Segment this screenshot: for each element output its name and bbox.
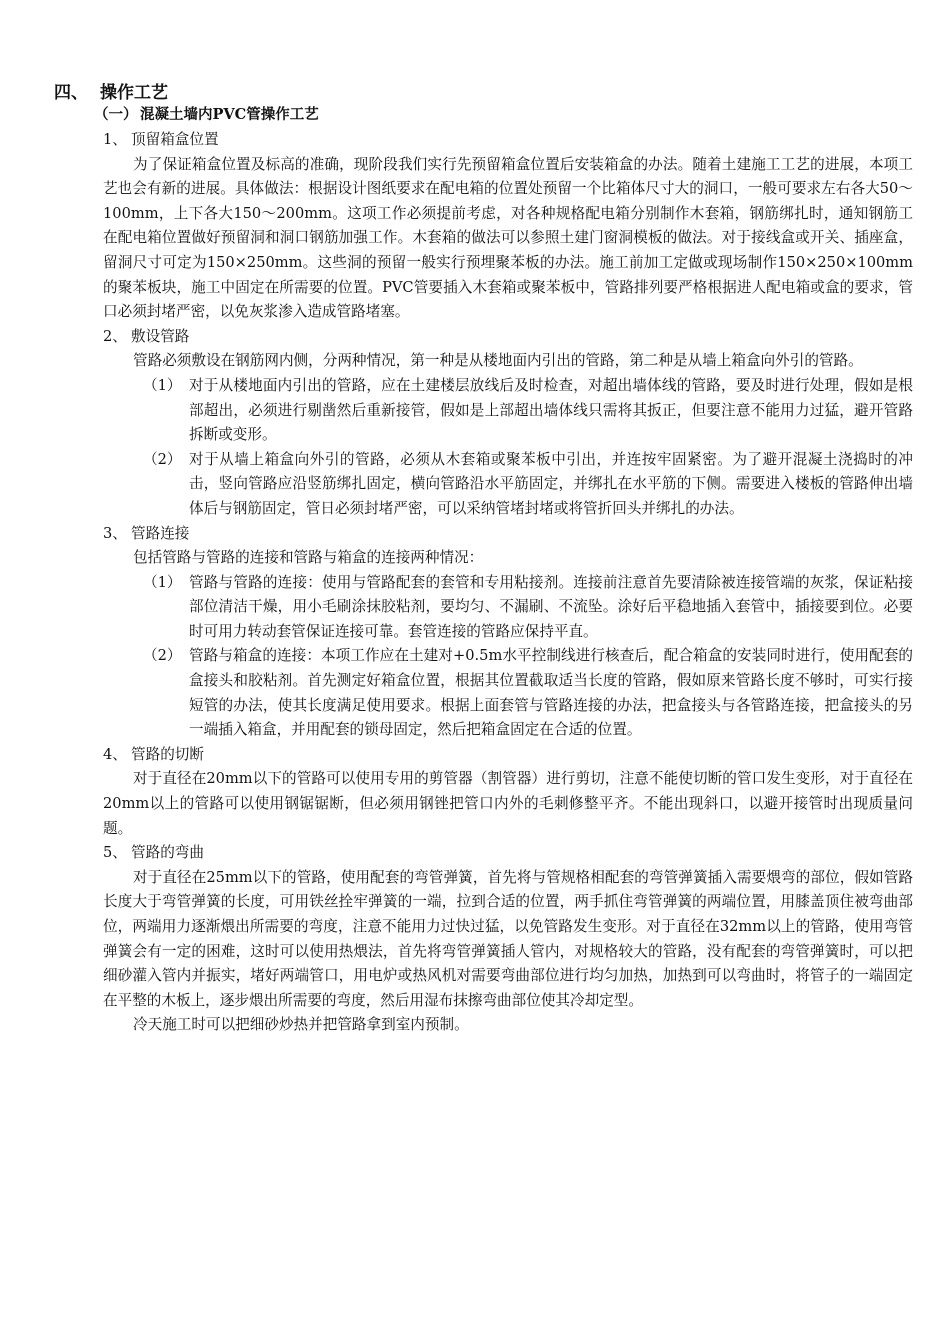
heading-title: 操作工艺	[100, 83, 168, 103]
list-item	[103, 571, 913, 645]
section-number: 5、	[103, 844, 127, 862]
paragraph: 为了保证箱盒位置及标高的准确，现阶段我们实行先预留箱盒位置后安装箱盒的办法。随着土建施工工艺的进展，本项工艺也会有新的进展。具体做法：根据设计图纸要求在配电箱的位置处预留一个比箱体尺寸大的洞口，一般可要求左右各大50～100mm，上下各大150～200mm。这项工作必须提前考虑，对各种规格配电箱分别制作木套箱，钢筋绑扎时，通知钢筋工在配电箱位置做好预留洞和洞口钢筋加强工作。木套箱的做法可以参照土建门窗洞模板的做法。对于接线盒或开关、插座盒，留洞尺寸可定为150×250mm。这些洞的预留一般实行预埋聚苯板的办法。施工前加工定做或现场制作150×250×100mm的聚苯板块，施工中固定在所需要的位置。PVC管要插入木套箱或聚苯板中，管路排列要严格根据进人配电箱或盒的要求，管口必须封堵严密，以免灰浆渗入造成管路堵塞。	[103, 155, 913, 321]
document-body	[103, 128, 913, 1038]
section-title-text: 敷设管路	[131, 327, 190, 345]
subheading-title: 混凝土墙内PVC管操作工艺	[140, 106, 319, 123]
list-item	[103, 374, 913, 448]
paragraph: 对于直径在25mm以下的管路，使用配套的弯管弹簧，首先将与管规格相配套的弯管弹簧插入需要煨弯的部位，假如管路长度大于弯管弹簧的长度，可用铁丝拴牢弹簧的一端，拉到合适的位置，两手抓住弯管弹簧的两端位置，用膝盖顶住被弯曲部位，两端用力逐渐煨出所需要的弯度，注意不能用力过快过猛，以免管路发生变形。对于直径在32mm以上的管路，使用弯管弹簧会有一定的困难，这时可以使用热煨法，首先将弯管弹簧插人管内，对规格较大的管路，没有配套的弯管弹簧时，可以把细砂灌入管内并振实，堵好两端管口，用电炉或热风机对需要弯曲部位进行均匀加热，加热到可以弯曲时，将管子的一端固定在平整的木板上，逐步煨出所需要的弯度，然后用湿布抹擦弯曲部位使其冷却定型。	[103, 868, 913, 1009]
list-item-text: 管路与箱盒的连接：本项工作应在土建对+0.5m水平控制线进行核查后，配合箱盒的安装同时进行，使用配套的盒接头和胶粘剂。首先测定好箱盒位置，根据其位置截取适当长度的管路，假如原来管路长度不够时，可实行接短管的办法，使其长度满足使用要求。根据上面套管与管路连接的办法，把盒接头与各管路连接，把盒接头的另一端插入箱盒，并用配套的锁母固定，然后把箱盒固定在合适的位置。	[189, 647, 913, 739]
list-item-text: 对于从楼地面内引出的管路，应在土建楼层放线后及时检查，对超出墙体线的管路，要及时进行处理，假如是根部超出，必须进行剔凿然后重新接管，假如是上部超出墙体线只需将其扳正，但要注意不能用力过猛，避开管路拆断或变形。	[189, 376, 913, 444]
section-number: 4、	[103, 745, 127, 763]
section-number: 3、	[103, 524, 127, 542]
paragraph: 管路必须敷设在钢筋网内侧，分两种情况，第一种是从楼地面内引出的管路，第二种是从墙上箱盒向外引的管路。	[133, 352, 863, 370]
list-item-text: 管路与管路的连接：使用与管路配套的套管和专用粘接剂。连接前注意首先要清除被连接管端的灰浆，保证粘接部位清洁干燥，用小毛刷涂抹胶粘剂，要均匀、不漏刷、不流坠。涂好后平稳地插入套管中，插接要到位。必要时可用力转动套管保证连接可靠。套管连接的管路应保持平直。	[189, 573, 913, 640]
list-item-number: （2）	[143, 647, 182, 665]
subheading-number: （一）	[94, 106, 138, 123]
section-title	[103, 743, 913, 768]
list-item	[103, 644, 913, 742]
section-title-text: 管路连接	[131, 524, 190, 542]
heading-number: 四、	[54, 83, 88, 103]
section-number: 1、	[103, 131, 127, 148]
paragraph: 冷天施工时可以把细砂炒热并把管路拿到室内预制。	[133, 1016, 469, 1034]
section-heading-main	[54, 78, 168, 103]
section-title	[103, 522, 913, 547]
subsection-heading	[94, 103, 319, 124]
section-number: 2、	[103, 327, 127, 345]
list-item	[103, 448, 913, 522]
list-item-number: （1）	[143, 376, 182, 394]
section-title-text: 顶留箱盒位置	[131, 131, 219, 148]
list-item-text: 对于从墙上箱盒向外引的管路，必须从木套箱或聚苯板中引出，并连按牢固紧密。为了避开混凝土浇捣时的冲击，竖向管路应沿竖筋绑扎固定，横向管路沿水平筋固定，并绑扎在水平筋的下侧。需要进入楼板的管路伸出墙体后与钢筋固定，管日必须封堵严密，可以采纳管堵封堵或将管折回头并绑扎的办法。	[189, 450, 913, 517]
section-title	[103, 841, 913, 866]
section-title-text: 管路的弯曲	[131, 844, 204, 862]
section-title-text: 管路的切断	[131, 745, 204, 763]
section-title	[103, 128, 913, 153]
list-item-number: （2）	[143, 450, 182, 468]
paragraph: 对于直径在20mm以下的管路可以使用专用的剪管器（割管器）进行剪切，注意不能使切断的管口发生变形，对于直径在20mm以上的管路可以使用钢锯锯断，但必须用钢锉把管口内外的毛刺修整平齐。不能出现斜口，以避开接管时出现质量问题。	[103, 770, 913, 837]
section-title	[103, 325, 913, 350]
list-item-number: （1）	[143, 573, 182, 591]
section-intro: 包括管路与管路的连接和管路与箱盒的连接两种情况：	[133, 549, 484, 567]
